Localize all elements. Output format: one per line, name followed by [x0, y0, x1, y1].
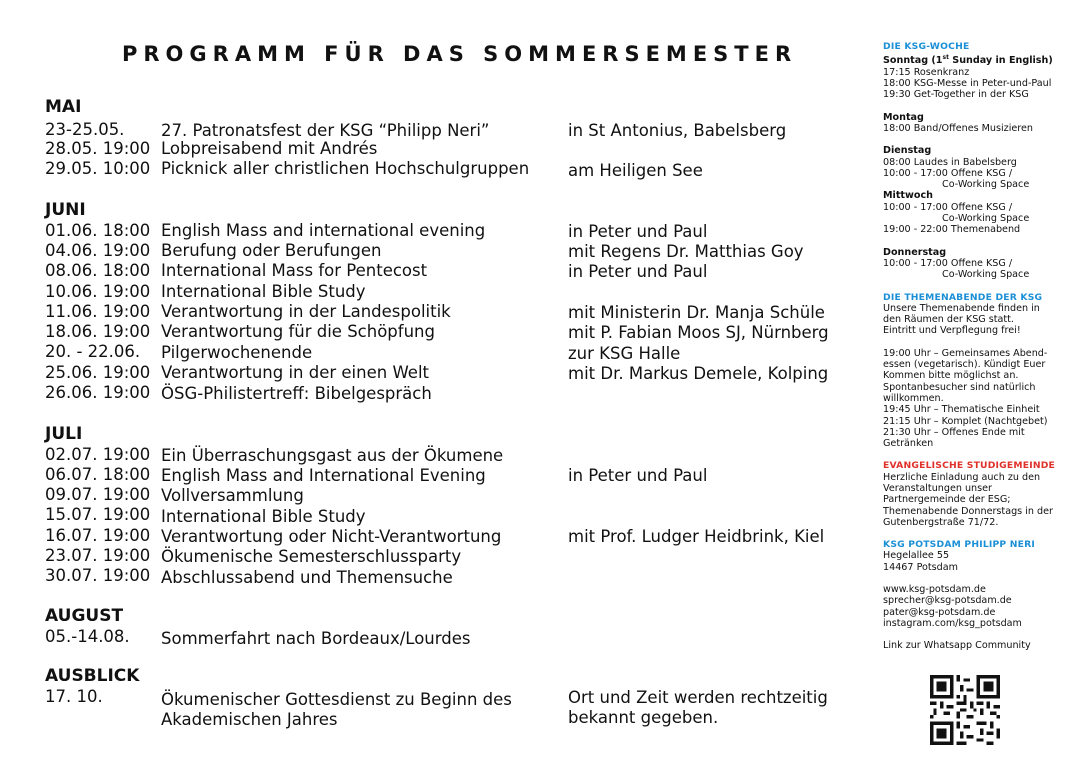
- event-date: 02.07. 19:00: [45, 445, 151, 464]
- info-line: Partnergemeinde der ESG;: [883, 494, 1011, 506]
- event-date: 29.05. 10:00: [45, 159, 151, 178]
- event-title: Verantwortung in der einen Welt: [161, 363, 429, 382]
- event-date: 15.07. 19:00: [45, 505, 151, 524]
- info-line: Themenabende Donnerstags in der: [883, 505, 1053, 517]
- event-date: 08.06. 18:00: [45, 261, 151, 280]
- event-place: Ort und Zeit werden rechtzeitig: [568, 688, 828, 707]
- event-title: Vollversammlung: [161, 486, 304, 505]
- event-date: 17. 10.: [45, 687, 103, 706]
- contact-block: [883, 584, 1065, 629]
- sonntag-label: [883, 52, 1065, 66]
- event-place: mit P. Fabian Moos SJ, Nürnberg: [568, 323, 829, 342]
- event-date: 18.06. 19:00: [45, 322, 151, 341]
- whatsapp-link[interactable]: Link zur Whatsapp Community: [883, 640, 1031, 652]
- event-date: 11.06. 19:00: [45, 302, 151, 321]
- event-title: Pilgerwochenende: [161, 343, 313, 362]
- ksg-address-heading: KSG POTSDAM PHILIPP NERI: [883, 539, 1036, 551]
- event-date: 25.06. 19:00: [45, 363, 151, 382]
- event-title: Verantwortung oder Nicht-Verantwortung: [161, 527, 502, 546]
- event-date: 10.06. 19:00: [45, 282, 151, 301]
- event-place: mit Prof. Ludger Heidbrink, Kiel: [568, 527, 825, 546]
- event-place: in St Antonius, Babelsberg: [568, 121, 787, 140]
- mittwoch-label: Mittwoch: [883, 190, 933, 202]
- event-place: in Peter und Paul: [568, 262, 708, 281]
- qr-code-icon[interactable]: [930, 675, 1000, 745]
- event-date: 09.07. 19:00: [45, 485, 151, 504]
- event-place: mit Ministerin Dr. Manja Schüle: [568, 303, 825, 322]
- event-title-continued: Akademischen Jahres: [161, 710, 338, 729]
- schedule-line: 18:00 KSG-Messe in Peter-und-Paul: [883, 78, 1052, 90]
- event-date: 01.06. 18:00: [45, 221, 151, 240]
- event-date: 06.07. 18:00: [45, 465, 151, 484]
- info-line: 19:45 Uhr – Thematische Einheit: [883, 404, 1040, 416]
- info-line: Kommen bitte möglichst an.: [883, 370, 1019, 382]
- sonntag-label-text: Sonntag (1: [883, 55, 943, 67]
- event-title: International Bible Study: [161, 507, 366, 526]
- section-heading-juni: JUNI: [45, 200, 86, 220]
- schedule-line: Co-Working Space: [942, 213, 1030, 225]
- info-line: Getränken: [883, 438, 934, 450]
- event-date: 26.06. 19:00: [45, 383, 151, 402]
- event-title: Lobpreisabend mit Andrés: [161, 139, 378, 158]
- ksg-woche-heading: DIE KSG-WOCHE: [883, 41, 970, 52]
- schedule-line: Co-Working Space: [942, 179, 1030, 191]
- event-title: International Bible Study: [161, 282, 366, 301]
- info-line: 19:00 Uhr – Gemeinsames Abend-: [883, 347, 1048, 359]
- schedule-line: 19:00 - 22:00 Themenabend: [883, 224, 1021, 236]
- event-date: 04.06. 19:00: [45, 241, 151, 260]
- email-sprecher-link[interactable]: sprecher@ksg-potsdam.de: [883, 595, 1012, 607]
- info-line: willkommen.: [883, 392, 944, 404]
- event-title: English Mass and international evening: [161, 221, 486, 240]
- info-line: Gutenbergstraße 71/72.: [883, 516, 999, 528]
- sidebar: [883, 41, 1065, 652]
- montag-block: [883, 112, 1065, 135]
- event-title: Picknick aller christlichen Hochschulgruppen: [161, 159, 530, 178]
- themenabende-ablauf: [883, 348, 1065, 450]
- event-title: Verantwortung für die Schöpfung: [161, 322, 435, 341]
- address-line: 14467 Potsdam: [883, 561, 958, 573]
- ksg-address-block: [883, 539, 1065, 573]
- event-date: 05.-14.08.: [45, 627, 130, 646]
- donnerstag-block: [883, 247, 1065, 281]
- event-title: English Mass and International Evening: [161, 466, 486, 485]
- info-line: Spontanbesucher sind natürlich: [883, 381, 1036, 393]
- event-place: mit Regens Dr. Matthias Goy: [568, 242, 804, 261]
- section-heading-ausblick: AUSBLICK: [45, 666, 140, 686]
- donnerstag-label: Donnerstag: [883, 246, 947, 258]
- info-line: 21:15 Uhr – Komplet (Nachtgebet): [883, 415, 1048, 427]
- event-title: International Mass for Pentecost: [161, 261, 428, 280]
- event-place: in Peter und Paul: [568, 466, 708, 485]
- info-line: Eintritt und Verpflegung frei!: [883, 325, 1021, 337]
- section-heading-august: AUGUST: [45, 606, 124, 626]
- schedule-line: 10:00 - 17:00 Offene KSG /: [883, 201, 1013, 213]
- esg-heading: EVANGELISCHE STUDIGEMEINDE: [883, 460, 1056, 472]
- event-date: 28.05. 19:00: [45, 139, 151, 158]
- event-date: 20. - 22.06.: [45, 342, 141, 361]
- event-title: Ein Überraschungsgast aus der Ökumene: [161, 446, 504, 465]
- section-heading-mai: MAI: [45, 97, 82, 117]
- esg-block: [883, 460, 1065, 528]
- info-line: den Räumen der KSG statt.: [883, 314, 1014, 326]
- schedule-line: 08:00 Laudes in Babelsberg: [883, 156, 1017, 168]
- themenabende-block: [883, 292, 1065, 337]
- info-line: 21:30 Uhr – Offenes Ende mit: [883, 426, 1025, 438]
- event-date: 23.07. 19:00: [45, 546, 151, 565]
- event-place: in Peter und Paul: [568, 222, 708, 241]
- themenabende-heading: DIE THEMENABENDE DER KSG: [883, 291, 1043, 303]
- event-title: Abschlussabend und Themensuche: [161, 568, 453, 587]
- page-title: PROGRAMM FÜR DAS SOMMERSEMESTER: [122, 42, 798, 66]
- website-link[interactable]: www.ksg-potsdam.de: [883, 584, 986, 596]
- instagram-link[interactable]: instagram.com/ksg_potsdam: [883, 617, 1022, 629]
- info-line: Herzliche Einladung auch zu den: [883, 471, 1041, 483]
- info-line: essen (vegetarisch). Kündigt Euer: [883, 359, 1046, 371]
- event-place: zur KSG Halle: [568, 344, 681, 363]
- sonntag-label-rest: Sunday in English): [948, 55, 1053, 67]
- event-title: Ökumenischer Gottesdienst zu Beginn des: [161, 690, 512, 709]
- event-date: 16.07. 19:00: [45, 526, 151, 545]
- schedule-line: 10:00 - 17:00 Offene KSG /: [883, 257, 1013, 269]
- section-heading-juli: JULI: [45, 424, 83, 444]
- schedule-line: 19:30 Get-Together in der KSG: [883, 89, 1029, 101]
- info-line: Unsere Themenabende finden in: [883, 302, 1040, 314]
- info-line: Veranstaltungen unser: [883, 482, 992, 494]
- event-title: Sommerfahrt nach Bordeaux/Lourdes: [161, 629, 471, 648]
- dienstag-block: [883, 145, 1065, 190]
- ksg-woche-block: [883, 41, 1065, 101]
- event-title: 27. Patronatsfest der KSG “Philipp Neri”: [161, 121, 490, 140]
- event-title: Berufung oder Berufungen: [161, 241, 382, 260]
- event-place: am Heiligen See: [568, 161, 703, 180]
- mittwoch-block: [883, 190, 1065, 235]
- event-title: Verantwortung in der Landespolitik: [161, 302, 451, 321]
- dienstag-label: Dienstag: [883, 145, 932, 157]
- schedule-line: 10:00 - 17:00 Offene KSG /: [883, 167, 1013, 179]
- event-title: Ökumenische Semesterschlussparty: [161, 547, 462, 566]
- schedule-line: Co-Working Space: [942, 269, 1030, 281]
- sonntag-sup: st: [942, 54, 949, 62]
- email-pater-link[interactable]: pater@ksg-potsdam.de: [883, 606, 996, 618]
- event-title: ÖSG-Philistertreff: Bibelgespräch: [161, 384, 432, 403]
- montag-label: Montag: [883, 111, 924, 123]
- event-date: 30.07. 19:00: [45, 566, 151, 585]
- event-place: mit Dr. Markus Demele, Kolping: [568, 364, 829, 383]
- event-date: 23-25.05.: [45, 120, 125, 139]
- address-line: Hegelallee 55: [883, 550, 950, 562]
- schedule-line: 17:15 Rosenkranz: [883, 66, 970, 78]
- event-place-continued: bekannt gegeben.: [568, 708, 719, 727]
- schedule-line: 18:00 Band/Offenes Musizieren: [883, 122, 1033, 134]
